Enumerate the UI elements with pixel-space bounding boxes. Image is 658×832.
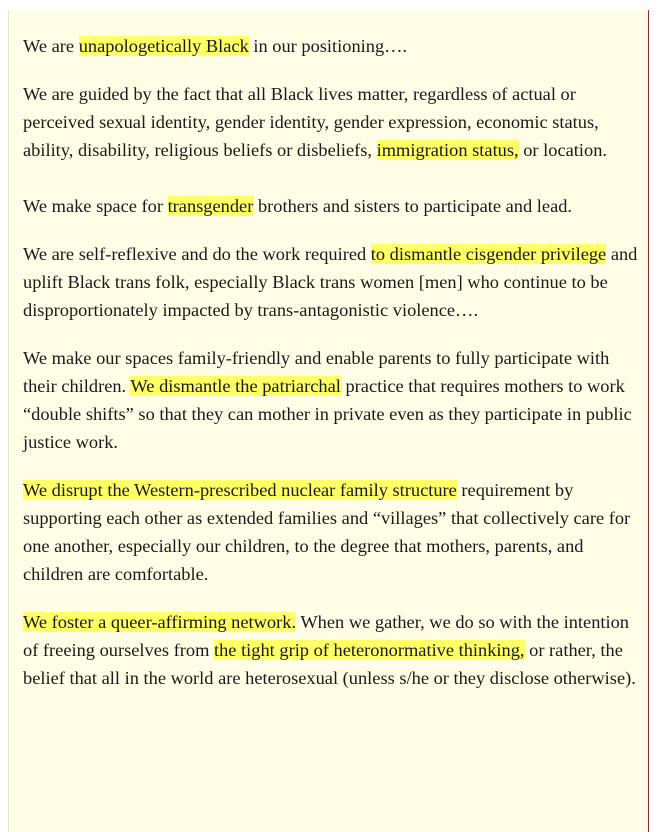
highlighted-text: immigration status,	[376, 140, 519, 160]
text-segment: practice that requires mothers to work “double shifts” so that they can mother in private even as they participate in public justice work.	[23, 376, 632, 452]
text-segment: We are self-reflexive and do the work required	[23, 244, 371, 264]
highlighted-text: We dismantle the patriarchal	[130, 376, 341, 396]
highlighted-text: transgender	[167, 196, 254, 216]
text-segment: We are	[23, 36, 79, 56]
paragraph-1	[23, 32, 643, 60]
text-segment: When we gather, we do so with the intention of freeing ourselves from	[23, 612, 630, 660]
text-segment: and uplift Black trans folk, especially Black trans women [men] who continue to be disproportionately impacted by trans-antagonistic violence….	[23, 244, 638, 320]
text-segment: or rather, the belief that all in the world are heterosexual (unless s/he or they disclose otherwise).	[23, 640, 636, 688]
quote-box	[8, 10, 649, 832]
highlighted-text: the tight grip of heteronormative thinking,	[214, 640, 525, 660]
text-segment: We make our spaces family-friendly and enable parents to fully participate with their children.	[23, 348, 610, 396]
highlighted-text: We foster a queer-affirming network.	[23, 612, 297, 632]
paragraph-6	[23, 476, 643, 588]
highlighted-text: to dismantle cisgender privilege	[370, 244, 607, 264]
text-segment: or location.	[518, 140, 607, 160]
paragraph-5	[23, 344, 643, 456]
text-segment: brothers and sisters to participate and lead.	[253, 196, 573, 216]
text-segment: We make space for	[23, 196, 168, 216]
paragraph-2	[23, 80, 643, 164]
paragraph-4	[23, 240, 643, 324]
paragraph-7	[23, 608, 643, 692]
paragraph-3	[23, 192, 643, 220]
highlighted-text: We disrupt the Western-prescribed nuclear family structure	[23, 480, 457, 500]
text-segment: in our positioning….	[248, 36, 408, 56]
text-segment: We are guided by the fact that all Black lives matter, regardless of actual or perceived sexual identity, gender identity, gender expression, economic status, ability, disability, religious beliefs or disbeliefs,	[23, 84, 599, 160]
text-segment: requirement by supporting each other as extended families and “villages” that collectively care for one another, especially our children, to the degree that mothers, parents, and children are comfortable.	[23, 480, 631, 584]
highlighted-text: unapologetically Black	[78, 36, 249, 56]
